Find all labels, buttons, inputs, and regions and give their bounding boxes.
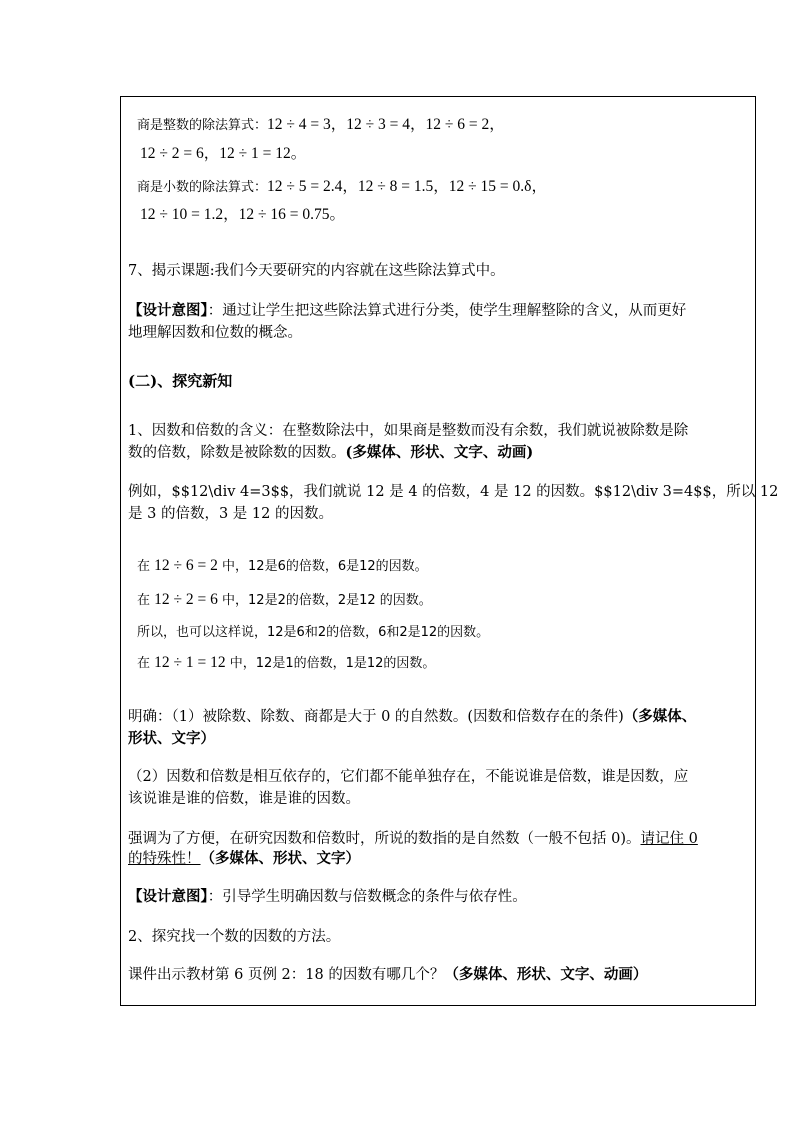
section-heading: (二)、探究新知	[128, 372, 233, 390]
courseware-text: 课件出示教材第 6 页例 2：18 的因数有哪几个？	[128, 967, 445, 983]
example-item-4: 在 12 ÷ 1 = 12 中，12是1的倍数，1是12的因数。	[137, 654, 436, 671]
courseware-media-note: （多媒体、形状、文字、动画）	[444, 966, 648, 983]
design-intent-1-line-1	[128, 304, 686, 319]
decimal-quotient-line-2	[140, 206, 345, 223]
definition-line-2	[128, 446, 533, 461]
reveal-topic-paragraph: 7、揭示课题:我们今天要研究的内容就在这些除法算式中。	[128, 263, 505, 279]
decimal-quotient-line-1	[137, 178, 547, 195]
method-paragraph: 2、探究找一个数的因数的方法。	[128, 929, 341, 945]
emphasis-line-2	[128, 852, 360, 867]
design-intent-1-label: 【设计意图】	[128, 302, 208, 319]
emphasis-line-1	[128, 832, 698, 847]
example-line-1: 例如，$$12\div 4=3$$，我们就说 12 是 4 的倍数，4 是 12 的因数。$$12\div 3=4$$，所以 12	[128, 484, 779, 500]
decimal-quotient-expr-1: 12 ÷ 5 = 2.4，12 ÷ 8 = 1.5，12 ÷ 15 = 0.δ，	[267, 178, 547, 195]
example-item-2: 在 12 ÷ 2 = 6 中，12是2的倍数，2是12 的因数。	[137, 591, 432, 608]
design-intent-2	[128, 890, 527, 905]
example-item-3: 所以，也可以这样说，12是6和2的倍数，6和2是12的因数。	[137, 625, 490, 640]
decimal-quotient-label: 商是小数的除法算式：	[137, 180, 268, 195]
clarify-line-2: 形状、文字）	[128, 730, 215, 747]
definition-line-2-text: 数的倍数，除数是被除数的因数。	[128, 445, 346, 461]
clarify2-line-2: 该说谁是谁的倍数，谁是谁的因数。	[128, 791, 360, 807]
emphasis-media-note: （多媒体、形状、文字）	[200, 850, 360, 867]
design-intent-2-label: 【设计意图】	[128, 888, 208, 905]
lesson-table-cell	[120, 96, 756, 1006]
integer-quotient-expr-2: 12 ÷ 2 = 6，12 ÷ 1 = 12。	[140, 145, 307, 162]
integer-quotient-line-1	[137, 116, 505, 133]
clarify2-line-1: （2）因数和倍数是相互依存的，它们都不能单独存在，不能说谁是倍数，谁是因数，应	[128, 769, 689, 785]
integer-quotient-label: 商是整数的除法算式：	[137, 118, 268, 133]
decimal-quotient-expr-2: 12 ÷ 10 = 1.2，12 ÷ 16 = 0.75。	[140, 206, 345, 223]
design-intent-2-text: ：引导学生明确因数与倍数概念的条件与依存性。	[207, 889, 527, 905]
emphasis-text: 强调为了方便，在研究因数和倍数时，所说的数指的是自然数（一般不包括 0)。	[128, 831, 641, 847]
design-intent-1-text: ：通过让学生把这些除法算式进行分类，使学生理解整除的含义，从而更好	[207, 303, 687, 319]
design-intent-1-line-2: 地理解因数和位数的概念。	[128, 325, 302, 341]
example-item-1: 在 12 ÷ 6 = 2 中，12是6的倍数，6是12的因数。	[137, 557, 428, 574]
emphasis-underline-2: 的特殊性！	[128, 851, 201, 867]
integer-quotient-line-2	[140, 145, 306, 162]
example-line-2: 是 3 的倍数，3 是 12 的因数。	[128, 506, 333, 522]
emphasis-underline-1: 请记住 0	[640, 831, 698, 847]
integer-quotient-expr-1: 12 ÷ 4 = 3，12 ÷ 3 = 4，12 ÷ 6 = 2，	[267, 116, 505, 133]
clarify-media-note: （多媒体、	[623, 708, 697, 725]
clarify-text: 明确：（1）被除数、除数、商都是大于 0 的自然数。(因数和倍数存在的条件)	[128, 709, 624, 725]
media-note: (多媒体、形状、文字、动画)	[345, 444, 534, 461]
courseware-paragraph	[128, 968, 647, 983]
clarify-line-1	[128, 710, 696, 725]
definition-line-1: 1、因数和倍数的含义：在整数除法中，如果商是整数而没有余数，我们就说被除数是除	[128, 423, 689, 439]
